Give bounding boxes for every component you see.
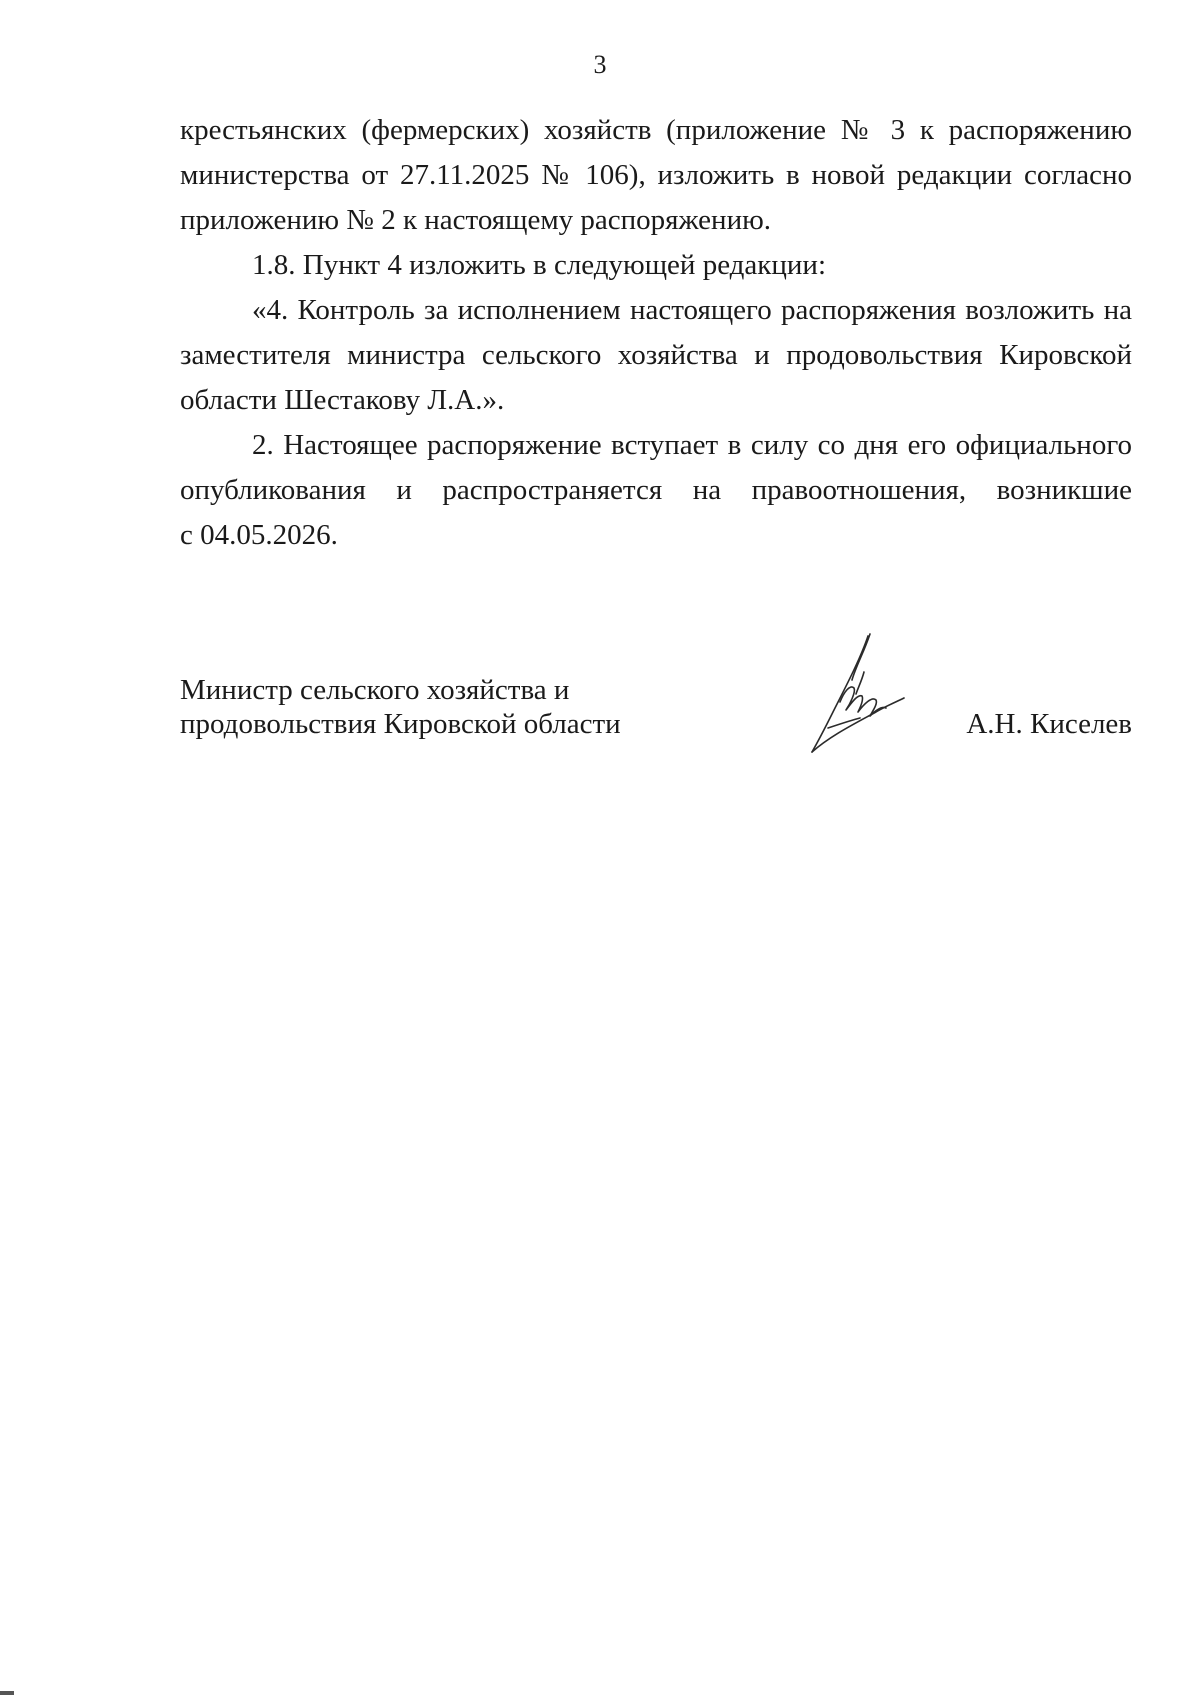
signatory-name: А.Н. Киселев	[966, 708, 1132, 740]
handwritten-signature	[800, 632, 912, 758]
paragraph-item-1-8: 1.8. Пункт 4 изложить в следующей редакции:	[252, 249, 827, 281]
page-number: 3	[593, 50, 607, 79]
signatory-title	[180, 673, 621, 741]
paragraph-effective-date: с 04.05.2026.	[180, 519, 338, 551]
scan-edge-mark	[0, 1691, 14, 1695]
paragraph-item-4-quote: «4. Контроль за исполнением настоящего распоряжения возложить на заместителя министра сельского хозяйства и продовольствия Кировской области Шестакову Л.А.».	[180, 294, 1132, 416]
paragraph-item-2: 2. Настоящее распоряжение вступает в силу со дня его официального опубликования и распространяется на правоотношения, возникшие	[180, 429, 1132, 506]
signatory-title-line-1: Министр сельского хозяйства и	[180, 674, 570, 706]
paragraph-continuation: крестьянских (фермерских) хозяйств (приложение № 3 к распоряжению министерства от 27.11.2025 № 106), изложить в новой редакции согласно приложению № 2 к настоящему распоряжению.	[180, 114, 1132, 236]
signatory-title-line-2: продовольствия Кировской области	[180, 708, 621, 740]
document-body	[180, 108, 1132, 558]
